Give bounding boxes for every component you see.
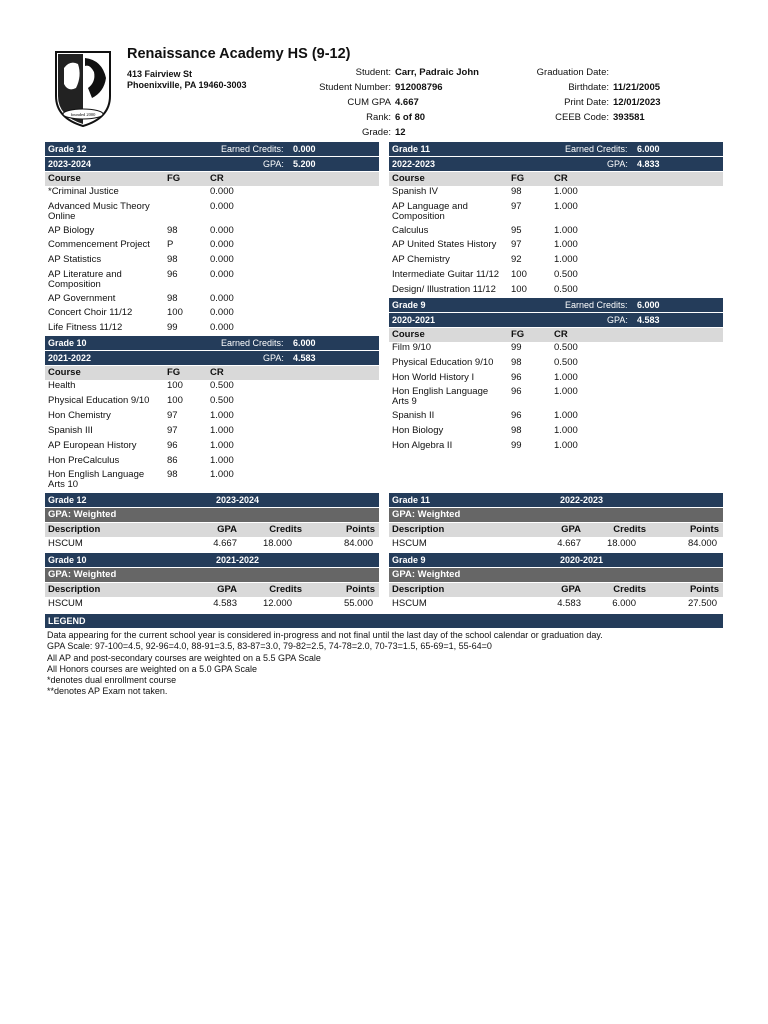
rank: 6 of 80: [395, 112, 426, 123]
course-name: Hon Biology: [392, 425, 444, 436]
course-cr: 1.000: [554, 254, 578, 265]
gpa-year: 2021-2022: [216, 555, 260, 565]
term-grade-bar: [45, 142, 379, 156]
course-column-header: [389, 328, 723, 342]
course-cr: 1.000: [210, 440, 234, 451]
term-year-bar: [389, 313, 723, 327]
course-cr: 1.000: [210, 410, 234, 421]
term-year-bar: [45, 351, 379, 365]
gpa-credits: 12.000: [262, 598, 292, 609]
gpa-weighted-bar: [389, 568, 723, 582]
term-year-bar: [389, 157, 723, 171]
credits-col: Credits: [269, 584, 302, 595]
gpa-credits: 6.000: [612, 598, 636, 609]
gpa-weighted-bar: [45, 568, 379, 582]
gpa-description: HSCUM: [392, 598, 427, 609]
gpa-year: 2023-2024: [216, 495, 260, 505]
legend-line: All Honors courses are weighted on a 5.0 GPA Scale: [47, 663, 257, 674]
student-name: Carr, Padraic John: [395, 67, 479, 78]
gpa-description: HSCUM: [392, 538, 427, 549]
term-gpa: 4.583: [637, 315, 660, 325]
course-name: *Criminal Justice: [48, 186, 119, 197]
course-cr: 0.000: [210, 225, 234, 236]
course-name: Intermediate Guitar 11/12: [392, 269, 500, 280]
earned-credits-label: Earned Credits:: [221, 338, 284, 348]
course-fg: 100: [167, 380, 183, 391]
earned-credits-label: Earned Credits:: [565, 144, 628, 154]
course-cr: 0.500: [210, 380, 234, 391]
course-name: Commencement Project: [48, 239, 150, 250]
fg-col: FG: [167, 173, 181, 184]
grade: 12: [395, 127, 406, 138]
course-fg: 99: [167, 322, 178, 333]
gpa-weighted-label: GPA: Weighted: [392, 569, 461, 580]
credits-col: Credits: [613, 524, 646, 535]
course-name: Hon Algebra II: [392, 440, 453, 451]
gpa-value: 4.583: [213, 598, 237, 609]
gpa-credits: 18.000: [262, 538, 292, 549]
course-cr: 1.000: [554, 239, 578, 250]
course-column-header: [389, 172, 723, 186]
course-cr: 0.500: [554, 357, 578, 368]
course-name: Spanish III: [48, 425, 93, 436]
credits-col: Credits: [269, 524, 302, 535]
course-cr: 0.000: [210, 269, 234, 280]
gpa-grade-bar: [45, 553, 379, 567]
legend-title: LEGEND: [48, 616, 86, 626]
gpa-grade: Grade 12: [48, 495, 87, 505]
course-fg: 96: [167, 269, 178, 280]
gpa-col: GPA: [217, 524, 237, 535]
course-fg: 100: [167, 307, 183, 318]
gpa-value: 4.667: [213, 538, 237, 549]
course-cr: 1.000: [554, 386, 578, 397]
cum-gpa: 4.667: [395, 97, 419, 108]
fg-col: FG: [167, 367, 181, 378]
earned-credits: 6.000: [637, 300, 660, 310]
term-gpa-label: GPA:: [607, 159, 628, 169]
gpa-weighted-bar: [389, 508, 723, 522]
term-year: 2023-2024: [48, 159, 92, 169]
course-fg: 96: [167, 440, 178, 451]
course-cr: 0.500: [210, 395, 234, 406]
course-cr: 1.000: [210, 469, 234, 480]
course-cr: 0.000: [210, 201, 234, 212]
term-grade-bar: [389, 298, 723, 312]
gpa-weighted-label: GPA: Weighted: [48, 569, 117, 580]
course-name: Concert Choir 11/12: [48, 307, 133, 318]
course-name: AP Literature and Composition: [48, 269, 122, 290]
course-fg: 100: [167, 395, 183, 406]
term-year: 2020-2021: [392, 315, 436, 325]
earned-credits: 6.000: [637, 144, 660, 154]
gpa-col: GPA: [217, 584, 237, 595]
course-name: Spanish IV: [392, 186, 438, 197]
course-fg: 97: [511, 201, 522, 212]
term-gpa: 5.200: [293, 159, 316, 169]
course-name: Advanced Music Theory Online: [48, 201, 150, 222]
course-cr: 1.000: [554, 372, 578, 383]
cum-gpa-label: CUM GPA: [347, 97, 391, 108]
course-fg: 96: [511, 386, 522, 397]
term-grade: Grade 10: [48, 338, 87, 348]
rank-label: Rank:: [366, 112, 391, 123]
description-col: Description: [48, 524, 101, 535]
term-year-bar: [45, 157, 379, 171]
course-fg: 99: [511, 342, 522, 353]
gpa-points: 84.000: [343, 538, 373, 549]
earned-credits: 0.000: [293, 144, 316, 154]
cr-col: CR: [210, 173, 224, 184]
course-fg: 97: [511, 239, 522, 250]
fg-col: FG: [511, 173, 525, 184]
gpa-grade: Grade 10: [48, 555, 87, 565]
term-year: 2022-2023: [392, 159, 436, 169]
earned-credits-label: Earned Credits:: [221, 144, 284, 154]
gpa-col: GPA: [561, 584, 581, 595]
course-fg: 100: [511, 269, 527, 280]
address-line-2: Phoenixville, PA 19460-3003: [127, 80, 247, 90]
description-col: Description: [392, 524, 445, 535]
course-fg: P: [167, 239, 174, 250]
ceeb-code: 393581: [613, 112, 645, 123]
course-name: AP Statistics: [48, 254, 102, 265]
birthdate: 11/21/2005: [613, 82, 661, 93]
course-col: Course: [392, 173, 425, 184]
print-date-label: Print Date:: [564, 97, 609, 108]
course-name: Health: [48, 380, 76, 391]
course-name: AP Government: [48, 293, 116, 304]
grade-label: Grade:: [361, 127, 391, 138]
course-name: Calculus: [392, 225, 429, 236]
term-gpa: 4.833: [637, 159, 660, 169]
description-col: Description: [392, 584, 445, 595]
gpa-description: HSCUM: [48, 598, 83, 609]
course-cr: 1.000: [554, 225, 578, 236]
points-col: Points: [345, 524, 375, 535]
course-cr: 1.000: [554, 440, 578, 451]
student-number: 912008796: [395, 82, 443, 93]
gpa-grade: Grade 9: [392, 555, 426, 565]
ceeb-code-label: CEEB Code:: [555, 112, 609, 123]
legend-line: Data appearing for the current school year is considered in-progress and not final until the last day of the school calendar or graduation day.: [47, 630, 603, 640]
course-fg: 98: [167, 225, 178, 236]
course-col: Course: [48, 367, 81, 378]
course-cr: 1.000: [554, 425, 578, 436]
legend-line: *denotes dual enrollment course: [47, 675, 177, 686]
term-grade: Grade 9: [392, 300, 426, 310]
gpa-description: HSCUM: [48, 538, 83, 549]
gpa-column-header: [45, 583, 379, 597]
gpa-points: 27.500: [687, 598, 717, 609]
course-cr: 0.000: [210, 322, 234, 333]
course-fg: 98: [167, 469, 178, 480]
gpa-value: 4.583: [557, 598, 581, 609]
course-name: Physical Education 9/10: [392, 357, 494, 368]
term-grade-bar: [389, 142, 723, 156]
course-cr: 1.000: [554, 186, 578, 197]
course-cr: 0.500: [554, 269, 578, 280]
gpa-grade-bar: [389, 493, 723, 507]
term-gpa-label: GPA:: [263, 353, 284, 363]
course-cr: 1.000: [210, 425, 234, 436]
course-col: Course: [48, 173, 81, 184]
points-col: Points: [689, 524, 719, 535]
student-number-label: Student Number:: [319, 82, 391, 93]
course-fg: 99: [511, 440, 522, 451]
course-name: Film 9/10: [392, 342, 432, 353]
earned-credits-label: Earned Credits:: [565, 300, 628, 310]
gpa-weighted-label: GPA: Weighted: [392, 509, 461, 520]
gpa-weighted-bar: [45, 508, 379, 522]
legend-line: **denotes AP Exam not taken.: [47, 686, 168, 697]
course-column-header: [45, 172, 379, 186]
term-gpa-label: GPA:: [263, 159, 284, 169]
course-name: AP Chemistry: [392, 254, 450, 265]
term-gpa: 4.583: [293, 353, 316, 363]
term-grade: Grade 11: [392, 144, 431, 154]
gpa-year: 2020-2021: [560, 555, 604, 565]
course-name: Hon Chemistry: [48, 410, 111, 421]
course-col: Course: [392, 329, 425, 340]
points-col: Points: [345, 584, 375, 595]
print-date: 12/01/2023: [613, 97, 661, 108]
school-name: Renaissance Academy HS (9-12): [127, 46, 351, 62]
gpa-column-header: [389, 583, 723, 597]
legend-text: [47, 630, 727, 698]
term-grade: Grade 12: [48, 144, 87, 154]
course-fg: 98: [511, 186, 522, 197]
course-name: AP European History: [48, 440, 137, 451]
legend-line: All AP and post-secondary courses are weighted on a 5.5 GPA Scale: [47, 652, 321, 663]
term-gpa-label: GPA:: [607, 315, 628, 325]
course-name: Hon World History I: [392, 372, 475, 383]
course-fg: 95: [511, 225, 522, 236]
school-logo: [52, 48, 114, 128]
birthdate-label: Birthdate:: [568, 82, 609, 93]
course-cr: 0.000: [210, 239, 234, 250]
course-cr: 0.500: [554, 284, 578, 295]
gpa-grade: Grade 11: [392, 495, 431, 505]
course-fg: 97: [167, 425, 178, 436]
address-line-1: 413 Fairview St: [127, 69, 193, 79]
course-cr: 0.000: [210, 293, 234, 304]
course-column-header: [45, 366, 379, 380]
description-col: Description: [48, 584, 101, 595]
course-fg: 86: [167, 455, 178, 466]
course-name: Hon English Language Arts 10: [48, 469, 145, 490]
cr-col: CR: [554, 329, 568, 340]
course-fg: 98: [167, 293, 178, 304]
term-grade-bar: [45, 336, 379, 350]
course-name: Physical Education 9/10: [48, 395, 150, 406]
cr-col: CR: [210, 367, 224, 378]
course-name: AP United States History: [392, 239, 497, 250]
credits-col: Credits: [613, 584, 646, 595]
cr-col: CR: [554, 173, 568, 184]
gpa-column-header: [389, 523, 723, 537]
fg-col: FG: [511, 329, 525, 340]
course-cr: 1.000: [554, 410, 578, 421]
course-fg: 92: [511, 254, 522, 265]
legend-header: [45, 614, 723, 628]
gpa-grade-bar: [45, 493, 379, 507]
course-cr: 0.000: [210, 186, 234, 197]
course-name: Hon English Language Arts 9: [392, 386, 489, 407]
graduation-date-label: Graduation Date:: [536, 67, 609, 78]
course-fg: 98: [511, 425, 522, 436]
course-name: AP Biology: [48, 225, 95, 236]
course-name: Hon PreCalculus: [48, 455, 120, 466]
course-cr: 1.000: [554, 201, 578, 212]
course-cr: 1.000: [210, 455, 234, 466]
course-name: Life Fitness 11/12: [48, 322, 123, 333]
course-cr: 0.500: [554, 342, 578, 353]
earned-credits: 6.000: [293, 338, 316, 348]
term-year: 2021-2022: [48, 353, 92, 363]
logo-motto: founded 2000: [70, 112, 96, 117]
legend-line: GPA Scale: 97-100=4.5, 92-96=4.0, 88-91=3.5, 83-87=3.0, 79-82=2.5, 74-78=2.0, 70-73=1.5, 65-69=1, 55-64=0: [47, 641, 492, 652]
course-fg: 96: [511, 410, 522, 421]
course-fg: 100: [511, 284, 527, 295]
gpa-year: 2022-2023: [560, 495, 604, 505]
course-fg: 98: [511, 357, 522, 368]
gpa-column-header: [45, 523, 379, 537]
gpa-col: GPA: [561, 524, 581, 535]
gpa-points: 84.000: [687, 538, 717, 549]
course-name: Design/ Illustration 11/12: [392, 284, 496, 295]
school-address: [127, 69, 247, 91]
gpa-credits: 18.000: [606, 538, 636, 549]
course-fg: 96: [511, 372, 522, 383]
course-name: AP Language and Composition: [392, 201, 468, 222]
course-fg: 98: [167, 254, 178, 265]
course-cr: 0.000: [210, 254, 234, 265]
gpa-weighted-label: GPA: Weighted: [48, 509, 117, 520]
course-name: Spanish II: [392, 410, 435, 421]
points-col: Points: [689, 584, 719, 595]
student-label: Student:: [355, 67, 391, 78]
gpa-value: 4.667: [557, 538, 581, 549]
course-cr: 0.000: [210, 307, 234, 318]
gpa-grade-bar: [389, 553, 723, 567]
course-fg: 97: [167, 410, 178, 421]
gpa-points: 55.000: [343, 598, 373, 609]
